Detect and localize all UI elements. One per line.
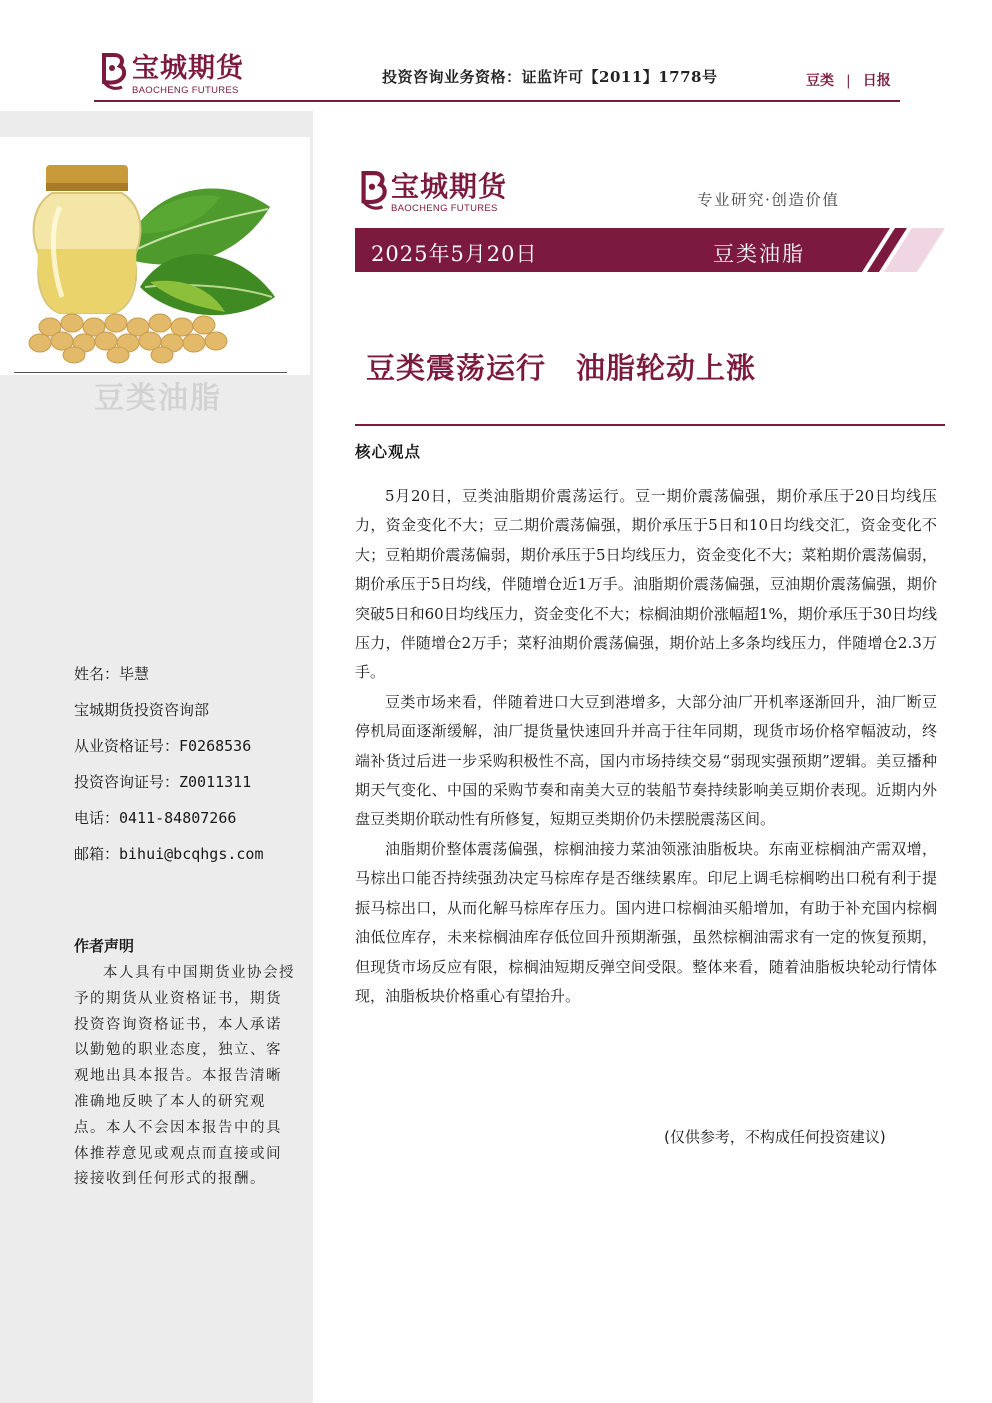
report-tags [806, 70, 891, 90]
paragraph-market-summary: 5月20日，豆类油脂期价震荡运行。豆一期价震荡偏强，期价承压于20日均线压力，资金变化不大；豆二期价震荡偏强，期价承压于5日和10日均线交汇，资金变化不大；豆粕期价震荡偏弱，期价承压于5日均线压力，资金变化不大；菜粕期价震荡偏弱，期价承压于5日均线，伴随增仓近1万手。油脂期价震荡偏强，豆油期价震荡偏强，期价突破5日和60日均线压力，资金变化不大；棕榈油期价涨幅超1%，期价承压于30日均线压力，伴随增仓2万手；菜籽油期价震荡偏强，期价站上多条均线压力，伴随增仓2.3万手。 [355, 487, 937, 682]
analyst-phone: 电话：0411-84807266 [74, 809, 237, 827]
analyst-email: 邮箱：bihui@bcqhgs.com [74, 845, 264, 863]
report-body [355, 482, 937, 1011]
logo-text-cn: 宝城期货 [132, 53, 244, 84]
tag-separator: | [846, 73, 851, 89]
title-part-2: 油脂轮动上涨 [576, 351, 757, 385]
paragraph-soybean-market: 豆类市场来看，伴随着进口大豆到港增多，大部分油厂开机率逐渐回升，油厂断豆停机局面逐渐缓解，油厂提货量快速回升并高于往年同期，现货市场价格窄幅波动，终端补货过后进一步采购积极性不高，国内市场持续交易“弱现实强预期”逻辑。美豆播种期天气变化、中国的采购节奏和南美大豆的装船节奏持续影响美豆期价表现。近期内外盘豆类期价联动性有所修复，短期豆类期价仍未摆脱震荡区间。 [355, 692, 937, 829]
sidebar-category-watermark: 豆类油脂 [94, 381, 222, 416]
analyst-qualification: 从业资格证号：F0268536 [74, 737, 252, 755]
sidebar [0, 111, 313, 1403]
title-divider [355, 424, 945, 426]
report-category: 豆类油脂 [713, 242, 805, 266]
slogan: 专业研究·创造价值 [697, 191, 840, 209]
report-date: 2025年5月20日 [371, 242, 538, 266]
logo-text-en: BAOCHENG FUTURES [132, 85, 239, 96]
author-statement: 本人具有中国期货业协会授予的期货从业资格证书，期货投资咨询资格证书，本人承诺以勤勉的职业态度，独立、客观地出具本报告。本报告清晰准确地反映了本人的研究观点。本人不会因本报告中的具体推荐意见或观点而直接或间接接收到任何形式的报酬。 [74, 965, 295, 1188]
analyst-department: 宝城期货投资咨询部 [74, 701, 210, 719]
author-statement-title: 作者声明 [74, 937, 135, 955]
header-divider [94, 100, 900, 102]
tag-type: 日报 [862, 73, 891, 89]
analyst-consult-cert: 投资咨询证号：Z0011311 [74, 773, 252, 791]
report-title [366, 346, 756, 387]
core-view-heading: 核心观点 [355, 442, 422, 461]
analyst-name: 姓名：毕慧 [74, 665, 150, 683]
license-info: 投资咨询业务资格：证监许可【2011】1778号 [382, 68, 718, 86]
cover-image-oil-soybeans [0, 137, 310, 375]
date-banner [355, 228, 945, 272]
banner-logo-text-cn: 宝城期货 [391, 170, 508, 203]
banner-logo [357, 170, 537, 220]
logo-b-mark-icon [98, 52, 128, 94]
tag-category: 豆类 [806, 73, 834, 89]
company-logo [98, 52, 258, 102]
analyst-contact [74, 663, 264, 879]
title-part-1: 豆类震荡运行 [366, 351, 547, 385]
banner-logo-text-en: BAOCHENG FUTURES [391, 203, 498, 214]
banner-logo-b-mark-icon [357, 170, 387, 212]
page-header [0, 0, 992, 110]
paragraph-oils-market: 油脂期价整体震荡偏强，棕榈油接力菜油领涨油脂板块。东南亚棕榈油产需双增，马棕出口能否持续强劲决定马棕库存是否继续累库。印尼上调毛棕榈哟出口税有利于提振马棕出口，从而化解马棕库存压力。国内进口棕榈油买船增加，有助于补充国内棕榈油低位库存，未来棕榈油库存低位回升预期渐强，虽然棕榈油需求有一定的恢复预期，但现货市场反应有限，棕榈油短期反弹空间受限。整体来看，随着油脂板块轮动行情体现，油脂板块价格重心有望抬升。 [355, 839, 937, 1005]
disclaimer: (仅供参考，不构成任何投资建议) [664, 1128, 886, 1146]
